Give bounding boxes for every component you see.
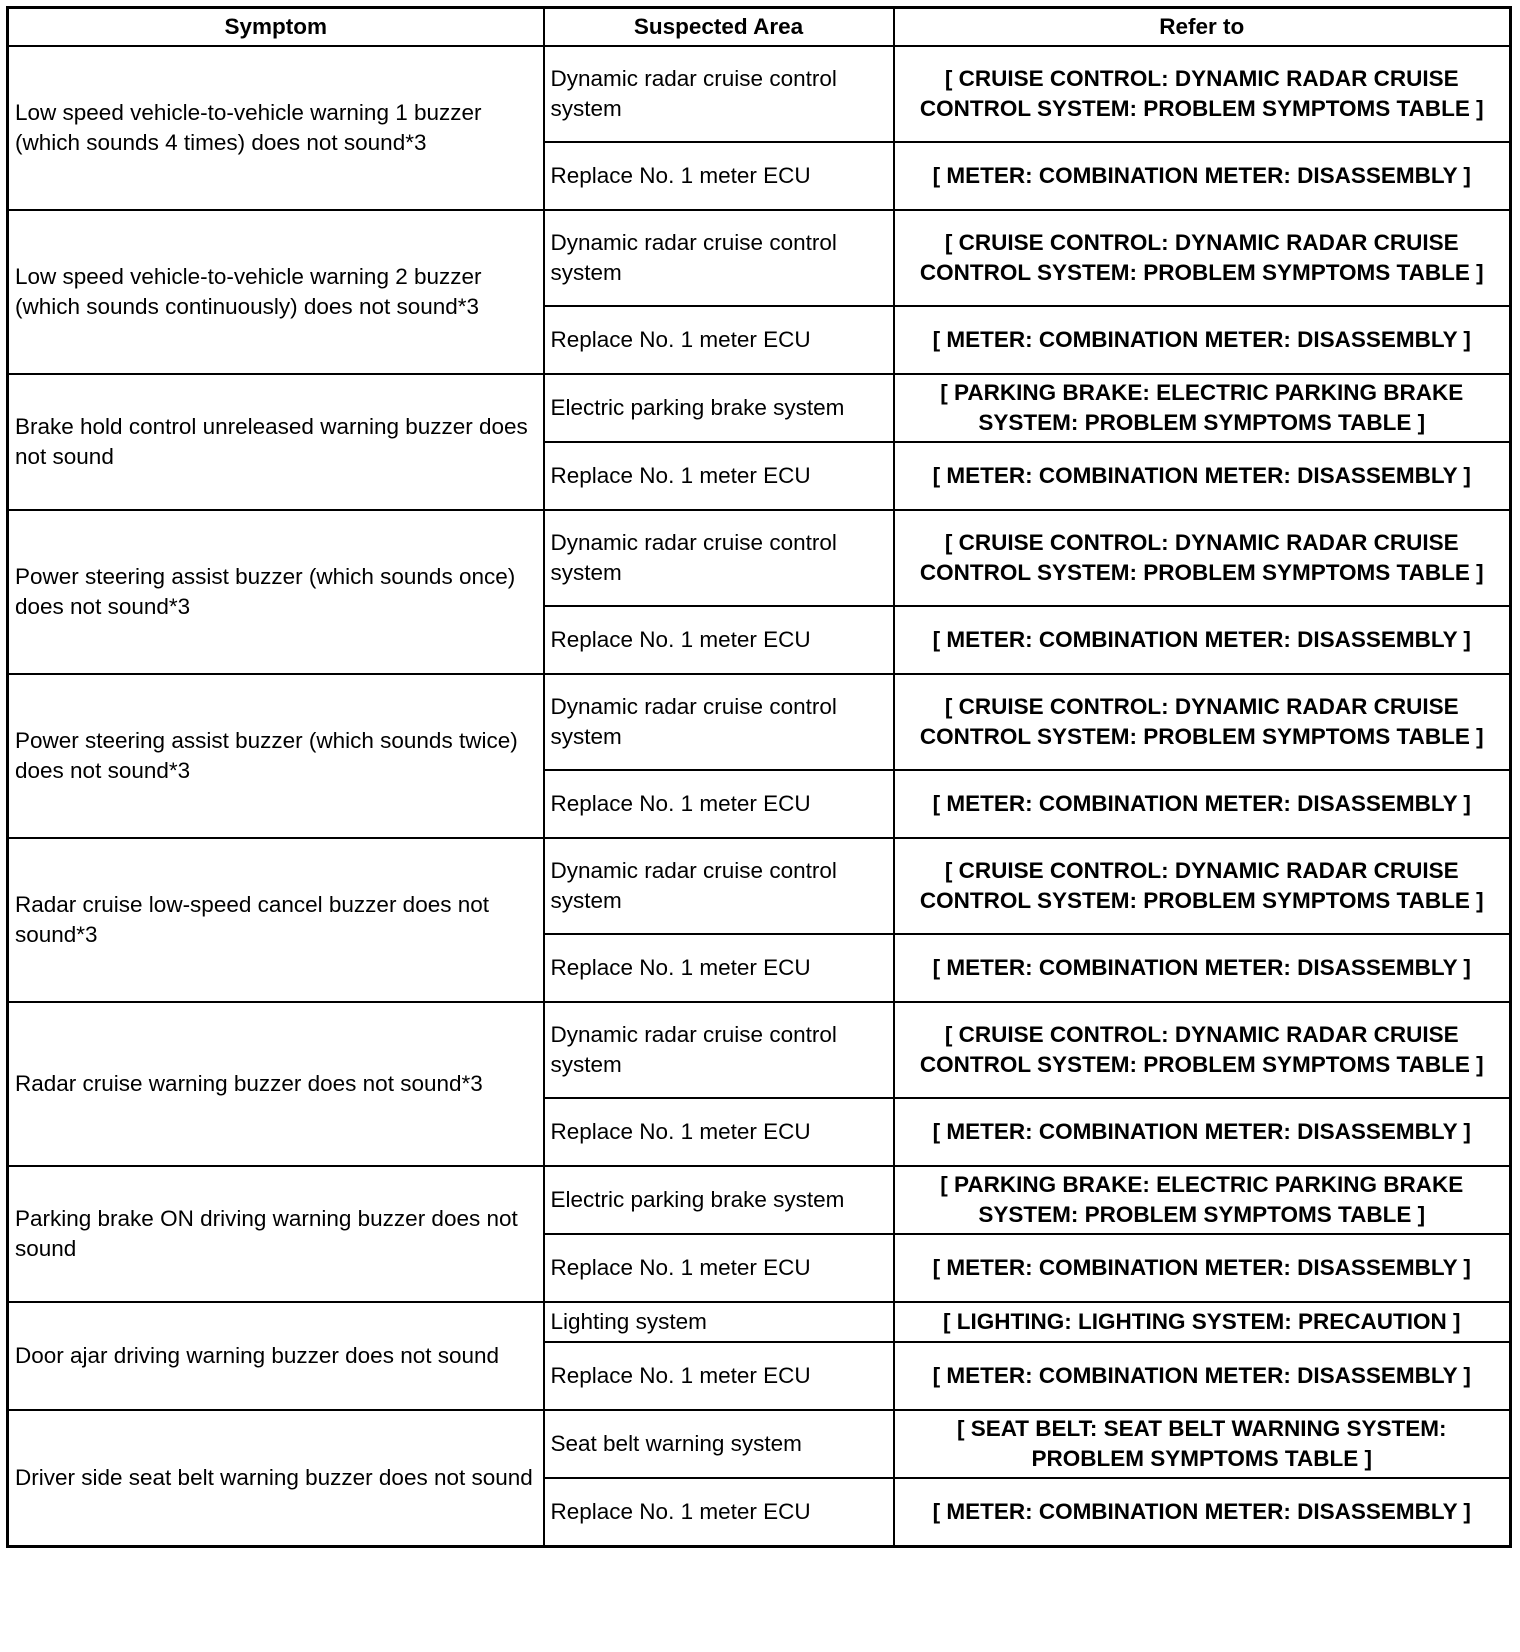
symptom-cell: Low speed vehicle-to-vehicle warning 1 buzzer (which sounds 4 times) does not sound*3: [8, 46, 544, 210]
suspected-area-cell: Electric parking brake system: [544, 374, 894, 442]
suspected-area-cell: Replace No. 1 meter ECU: [544, 934, 894, 1002]
refer-to-link[interactable]: [ CRUISE CONTROL: DYNAMIC RADAR CRUISE CONTROL SYSTEM: PROBLEM SYMPTOMS TABLE ]: [894, 510, 1511, 606]
suspected-area-cell: Seat belt warning system: [544, 1410, 894, 1478]
table-row: [8, 374, 1511, 442]
suspected-area-cell: Replace No. 1 meter ECU: [544, 770, 894, 838]
refer-to-link[interactable]: [ METER: COMBINATION METER: DISASSEMBLY ]: [894, 770, 1511, 838]
table-row: [8, 46, 1511, 142]
header-suspected-area: Suspected Area: [544, 8, 894, 47]
refer-to-link[interactable]: [ METER: COMBINATION METER: DISASSEMBLY ]: [894, 306, 1511, 374]
suspected-area-cell: Dynamic radar cruise control system: [544, 46, 894, 142]
refer-to-link[interactable]: [ CRUISE CONTROL: DYNAMIC RADAR CRUISE CONTROL SYSTEM: PROBLEM SYMPTOMS TABLE ]: [894, 210, 1511, 306]
refer-to-link[interactable]: [ METER: COMBINATION METER: DISASSEMBLY ]: [894, 934, 1511, 1002]
suspected-area-cell: Replace No. 1 meter ECU: [544, 442, 894, 510]
header-refer-to: Refer to: [894, 8, 1511, 47]
refer-to-link[interactable]: [ METER: COMBINATION METER: DISASSEMBLY ]: [894, 606, 1511, 674]
suspected-area-cell: Replace No. 1 meter ECU: [544, 142, 894, 210]
refer-to-link[interactable]: [ METER: COMBINATION METER: DISASSEMBLY ]: [894, 1234, 1511, 1302]
refer-to-link[interactable]: [ LIGHTING: LIGHTING SYSTEM: PRECAUTION ]: [894, 1302, 1511, 1342]
refer-to-link[interactable]: [ SEAT BELT: SEAT BELT WARNING SYSTEM: PROBLEM SYMPTOMS TABLE ]: [894, 1410, 1511, 1478]
table-row: [8, 1002, 1511, 1098]
refer-to-link[interactable]: [ METER: COMBINATION METER: DISASSEMBLY ]: [894, 142, 1511, 210]
refer-to-link[interactable]: [ CRUISE CONTROL: DYNAMIC RADAR CRUISE CONTROL SYSTEM: PROBLEM SYMPTOMS TABLE ]: [894, 838, 1511, 934]
symptom-cell: Door ajar driving warning buzzer does not sound: [8, 1302, 544, 1410]
suspected-area-cell: Dynamic radar cruise control system: [544, 510, 894, 606]
problem-symptoms-table-container: [6, 6, 1509, 1548]
suspected-area-cell: Electric parking brake system: [544, 1166, 894, 1234]
header-row: [8, 8, 1511, 47]
suspected-area-cell: Replace No. 1 meter ECU: [544, 1342, 894, 1410]
suspected-area-cell: Lighting system: [544, 1302, 894, 1342]
suspected-area-cell: Replace No. 1 meter ECU: [544, 1098, 894, 1166]
symptom-cell: Parking brake ON driving warning buzzer does not sound: [8, 1166, 544, 1302]
refer-to-link[interactable]: [ PARKING BRAKE: ELECTRIC PARKING BRAKE SYSTEM: PROBLEM SYMPTOMS TABLE ]: [894, 374, 1511, 442]
symptom-cell: Power steering assist buzzer (which sounds once) does not sound*3: [8, 510, 544, 674]
refer-to-link[interactable]: [ CRUISE CONTROL: DYNAMIC RADAR CRUISE CONTROL SYSTEM: PROBLEM SYMPTOMS TABLE ]: [894, 1002, 1511, 1098]
table-row: [8, 1410, 1511, 1478]
table-row: [8, 210, 1511, 306]
table-row: [8, 838, 1511, 934]
suspected-area-cell: Dynamic radar cruise control system: [544, 210, 894, 306]
suspected-area-cell: Replace No. 1 meter ECU: [544, 606, 894, 674]
refer-to-link[interactable]: [ METER: COMBINATION METER: DISASSEMBLY ]: [894, 1342, 1511, 1410]
refer-to-link[interactable]: [ METER: COMBINATION METER: DISASSEMBLY ]: [894, 1098, 1511, 1166]
suspected-area-cell: Dynamic radar cruise control system: [544, 838, 894, 934]
refer-to-link[interactable]: [ METER: COMBINATION METER: DISASSEMBLY ]: [894, 1478, 1511, 1546]
suspected-area-cell: Dynamic radar cruise control system: [544, 674, 894, 770]
symptom-cell: Brake hold control unreleased warning buzzer does not sound: [8, 374, 544, 510]
suspected-area-cell: Replace No. 1 meter ECU: [544, 306, 894, 374]
refer-to-link[interactable]: [ PARKING BRAKE: ELECTRIC PARKING BRAKE SYSTEM: PROBLEM SYMPTOMS TABLE ]: [894, 1166, 1511, 1234]
refer-to-link[interactable]: [ CRUISE CONTROL: DYNAMIC RADAR CRUISE CONTROL SYSTEM: PROBLEM SYMPTOMS TABLE ]: [894, 46, 1511, 142]
suspected-area-cell: Dynamic radar cruise control system: [544, 1002, 894, 1098]
table-row: [8, 1166, 1511, 1234]
suspected-area-cell: Replace No. 1 meter ECU: [544, 1234, 894, 1302]
symptom-cell: Low speed vehicle-to-vehicle warning 2 buzzer (which sounds continuously) does not sound*3: [8, 210, 544, 374]
symptom-cell: Power steering assist buzzer (which sounds twice) does not sound*3: [8, 674, 544, 838]
refer-to-link[interactable]: [ METER: COMBINATION METER: DISASSEMBLY ]: [894, 442, 1511, 510]
problem-symptoms-table: [6, 6, 1512, 1548]
header-symptom: Symptom: [8, 8, 544, 47]
symptom-cell: Driver side seat belt warning buzzer does not sound: [8, 1410, 544, 1546]
table-row: [8, 674, 1511, 770]
symptom-cell: Radar cruise warning buzzer does not sound*3: [8, 1002, 544, 1166]
table-row: [8, 510, 1511, 606]
suspected-area-cell: Replace No. 1 meter ECU: [544, 1478, 894, 1546]
refer-to-link[interactable]: [ CRUISE CONTROL: DYNAMIC RADAR CRUISE CONTROL SYSTEM: PROBLEM SYMPTOMS TABLE ]: [894, 674, 1511, 770]
table-body: [8, 46, 1511, 1546]
table-row: [8, 1302, 1511, 1342]
symptom-cell: Radar cruise low-speed cancel buzzer does not sound*3: [8, 838, 544, 1002]
